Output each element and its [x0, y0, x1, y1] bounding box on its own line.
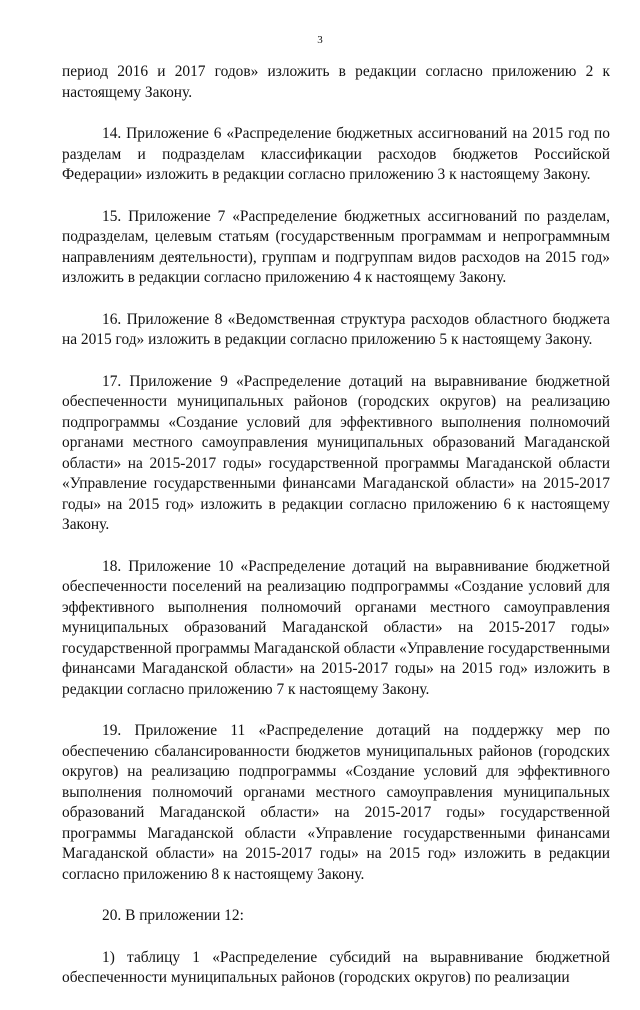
paragraph-subitem-1: 1) таблицу 1 «Распределение субсидий на выравнивание бюджетной обеспеченности муниципальных районов (городских округов) по реализации: [62, 948, 610, 986]
document-body: [62, 62, 610, 1010]
paragraph-item-14: 14. Приложение 6 «Распределение бюджетных ассигнований на 2015 год по разделам и подразделам классификации расходов бюджетов Российской Федерации» изложить в редакции согласно приложению 3 к настоящему Закону.: [62, 125, 610, 183]
paragraph-continuation: период 2016 и 2017 годов» изложить в редакции согласно приложению 2 к настоящему Закону.: [62, 63, 610, 101]
paragraph-item-19: 19. Приложение 11 «Распределение дотаций на поддержку мер по обеспечению сбалансированности бюджетов муниципальных районов (городских округов) на реализацию подпрограммы «Создание условий для эффективного выполнения полномочий органами местного самоуправления муниципальных образований Магаданской области» на 2015-2017 годы» государственной программы Магаданской области «Управление государственными финансами Магаданской области» на 2015-2017 годы» на 2015 год» изложить в редакции согласно приложению 8 к настоящему Закону.: [62, 722, 610, 883]
paragraph-item-16: 16. Приложение 8 «Ведомственная структура расходов областного бюджета на 2015 год» изложить в редакции согласно приложению 5 к настоящему Закону.: [62, 310, 610, 348]
page-number: 3: [317, 34, 323, 46]
paragraph-item-15: 15. Приложение 7 «Распределение бюджетных ассигнований по разделам, подразделам, целевым статьям (государственным программам и непрограммным направлениям деятельности), группам и подгруппам видов расходов на 2015 год» изложить в редакции согласно приложению 4 к настоящему Закону.: [62, 207, 610, 286]
paragraph-item-18: 18. Приложение 10 «Распределение дотаций на выравнивание бюджетной обеспеченности поселений на реализацию подпрограммы «Создание условий для эффективного выполнения полномочий органами местного самоуправления муниципальных образований Магаданской области» на 2015-2017 годы» государственной программы Магаданской области «Управление государственными финансами Магаданской области» на 2015-2017 годы» на 2015 год» изложить в редакции согласно приложению 7 к настоящему Закону.: [62, 557, 610, 698]
paragraph-item-20: 20. В приложении 12:: [102, 907, 244, 924]
paragraph-item-17: 17. Приложение 9 «Распределение дотаций на выравнивание бюджетной обеспеченности муниципальных районов (городских округов) на реализацию подпрограммы «Создание условий для эффективного выполнения полномочий органами местного самоуправления муниципальных образований Магаданской области» на 2015-2017 годы» государственной программы Магаданской области «Управление государственными финансами Магаданской области» на 2015-2017 годы» на 2015 год» изложить в редакции согласно приложению 6 к настоящему Закону.: [62, 372, 610, 533]
